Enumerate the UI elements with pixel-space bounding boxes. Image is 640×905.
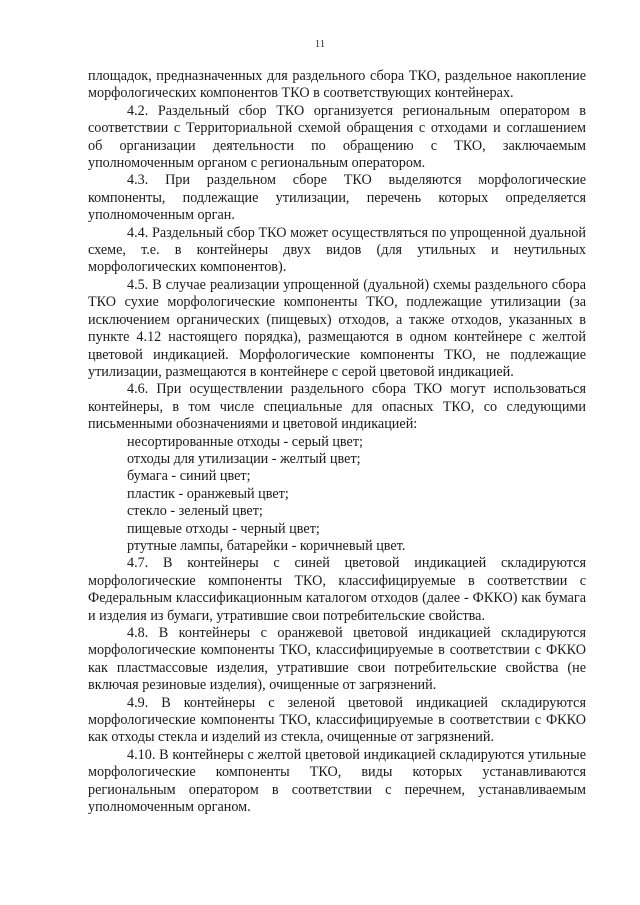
list-item-unsorted: несортированные отходы - серый цвет; (127, 433, 363, 450)
list-item-food: пищевые отходы - черный цвет; (127, 520, 320, 537)
paragraph-4-9: 4.9. В контейнеры с зеленой цветовой индикацией складируются морфологические компоненты ТКО, классифицируемые в соответствии с ФККО как отходы стекла и изделий из стекла, очищенные от загрязнений. (88, 694, 586, 746)
paragraph-4-2: 4.2. Раздельный сбор ТКО организуется региональным оператором в соответствии с Территориальной схемой обращения с отходами и соглашением об организации деятельности по обращению с ТКО, заключаемым уполномоченным органом с региональным оператором. (88, 102, 586, 172)
list-item-plastic: пластик - оранжевый цвет; (127, 485, 289, 502)
paragraph-4-3: 4.3. При раздельном сборе ТКО выделяются морфологические компоненты, подлежащие утилизации, перечень которых определяется уполномоченным орган. (88, 172, 586, 224)
list-item-recyclable: отходы для утилизации - желтый цвет; (127, 450, 361, 467)
paragraph-4-8: 4.8. В контейнеры с оранжевой цветовой индикацией складируются морфологические компоненты ТКО, классифицируемые в соответствии с ФККО как пластмассовые изделия, утратившие свои потребительские свойства (не включая резиновые изделия), очищенные от загрязнений. (88, 625, 586, 694)
list-item-paper: бумага - синий цвет; (127, 468, 251, 485)
document-body (88, 68, 586, 816)
paragraph-4-5: 4.5. В случае реализации упрощенной (дуальной) схемы раздельного сбора ТКО сухие морфологические компоненты ТКО, подлежащие утилизации (за исключением органических (пищевых) отходов, а также отходов, указанных в пункте 4.12 настоящего порядка), размещаются в одном контейнере с желтой цветовой индикацией. Морфологические компоненты ТКО, не подлежащие утилизации, размещаются в контейнере с серой цветовой индикацией. (88, 276, 586, 380)
paragraph-continuation: площадок, предназначенных для раздельного сбора ТКО, раздельное накопление морфологических компонентов ТКО в соответствующих контейнерах. (88, 68, 586, 102)
list-item-glass: стекло - зеленый цвет; (127, 503, 263, 520)
paragraph-4-10: 4.10. В контейнеры с желтой цветовой индикацией складируются утильные морфологические компоненты ТКО, виды которых устанавливаются региональным оператором в соответствии с перечнем, устанавливаемым уполномоченным органом. (88, 746, 586, 816)
page-number: 11 (314, 38, 326, 50)
paragraph-4-6: 4.6. При осуществлении раздельного сбора ТКО могут использоваться контейнеры, в том числе специальные для опасных ТКО, со следующими письменными обозначениями и цветовой индикацией: (88, 381, 586, 433)
paragraph-4-7: 4.7. В контейнеры с синей цветовой индикацией складируются морфологические компоненты ТКО, классифицируемые в соответствии с Федеральным классификационным каталогом отходов (далее - ФККО) как бумага и изделия из бумаги, утратившие свои потребительские свойства. (88, 555, 586, 624)
paragraph-4-4: 4.4. Раздельный сбор ТКО может осуществляться по упрощенной дуальной схеме, т.е. в контейнеры двух видов (для утильных и неутильных морфологических компонентов). (88, 224, 586, 276)
list-item-hazardous: ртутные лампы, батарейки - коричневый цвет. (127, 537, 406, 554)
